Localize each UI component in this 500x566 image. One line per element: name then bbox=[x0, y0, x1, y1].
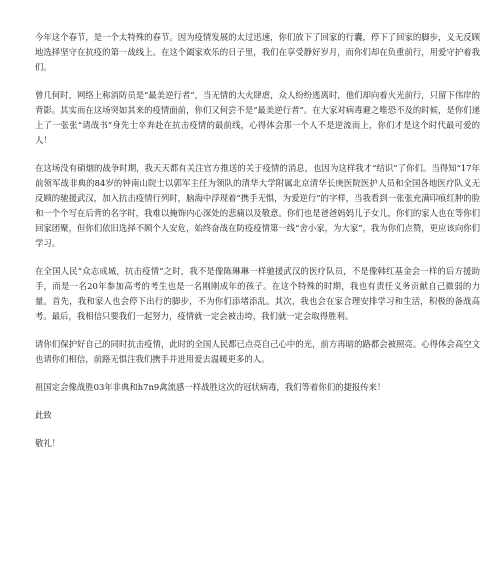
letter-body bbox=[35, 30, 480, 464]
paragraph-2: 曾几何时，网络上称消防员是“最美逆行者”，当无情的大火肆虐，众人纷纷逃离时，他们却向着火光前行，只留下伟岸的背影。其实而在这场突如其来的疫情面前，你们又何尝不是“最美逆行者”。在大家对病毒避之唯恐不及的时候，是你们递上了一张张“请战书”身先士卒奔赴在抗击疫情的最前线，心得体会那一个人不是逆流而上，你们才是这个时代最可爱的人！ bbox=[35, 90, 480, 145]
paragraph-6: 祖国定会像战胜03年非典和h7n9禽流感一样战胜这次的冠状病毒，我们等着你们的捷报传来！ bbox=[35, 382, 386, 392]
paragraph-1: 今年这个春节，是一个太特殊的春节。因为疫情发展的太过迅速，你们放下了回家的行囊，停下了回家的脚步，义无反顾地选择坚守在抗疫的第一战线上。在这个阖家欢乐的日子里，我们在享受静好岁月，而你们却在负重前行，用爱守护着我们。 bbox=[35, 32, 480, 72]
paragraph-4: 在全国人民“众志成城，抗击疫情”之时，我不是像陈琳琳一样驰援武汉的医疗队员，不是像韩红基金会一样的后方援助手，而是一名20年参加高考的考生也是一名刚刚成年的孩子。在这个特殊的时期，我也有责任义务贡献自己微弱的力量。首先，我和家人也会停下出行的脚步，不为你们添堵添乱。其次，我也会在家合理安排学习和生活，积极的备战高考。最后，我相信只要我们一起努力，疫情就一定会被击垮，我们就一定会取得胜利。 bbox=[35, 266, 480, 321]
closing-regards: 敬礼！ bbox=[35, 438, 61, 448]
paragraph-5: 请你们保护好自己的同时抗击疫情，此时的全国人民都已点亮自己心中的光，前方再暗的路都会被照亮。心得体会高空文也请你们相信，前路无惧注我们携手并进用爱去温暖更多的人。 bbox=[35, 339, 480, 364]
paragraph-3: 在这场没有硝烟的战争时期，我天天都有关注官方推送的关于疫情的消息，也因为这样我才“结识”了你们。当得知“17年前领军战非典的84岁的钟南山院士以郭军主任为领队的清华大学附属北京清华长庚医院医护人员和全国各地医疗队义无反顾的驰援武汉，加入抗击疫情行列时，脑海中浮现着“携手无惧，为爱逆行”的字样，当我看到一张张充满印痕红肿的脸和一个个写在后背的名字时，我难以掩饰内心深处的悲痛以及敬意。你们也是爸爸妈妈儿子女儿，你们的家人也在等你们回家团聚，但你们依旧选择不顾个人安危，始终奋战在防疫疫情第一线“舍小家，为大家”，我为你们点赞，更应该向你们学习。 bbox=[35, 163, 480, 248]
closing-salutation: 此致 bbox=[35, 410, 52, 420]
